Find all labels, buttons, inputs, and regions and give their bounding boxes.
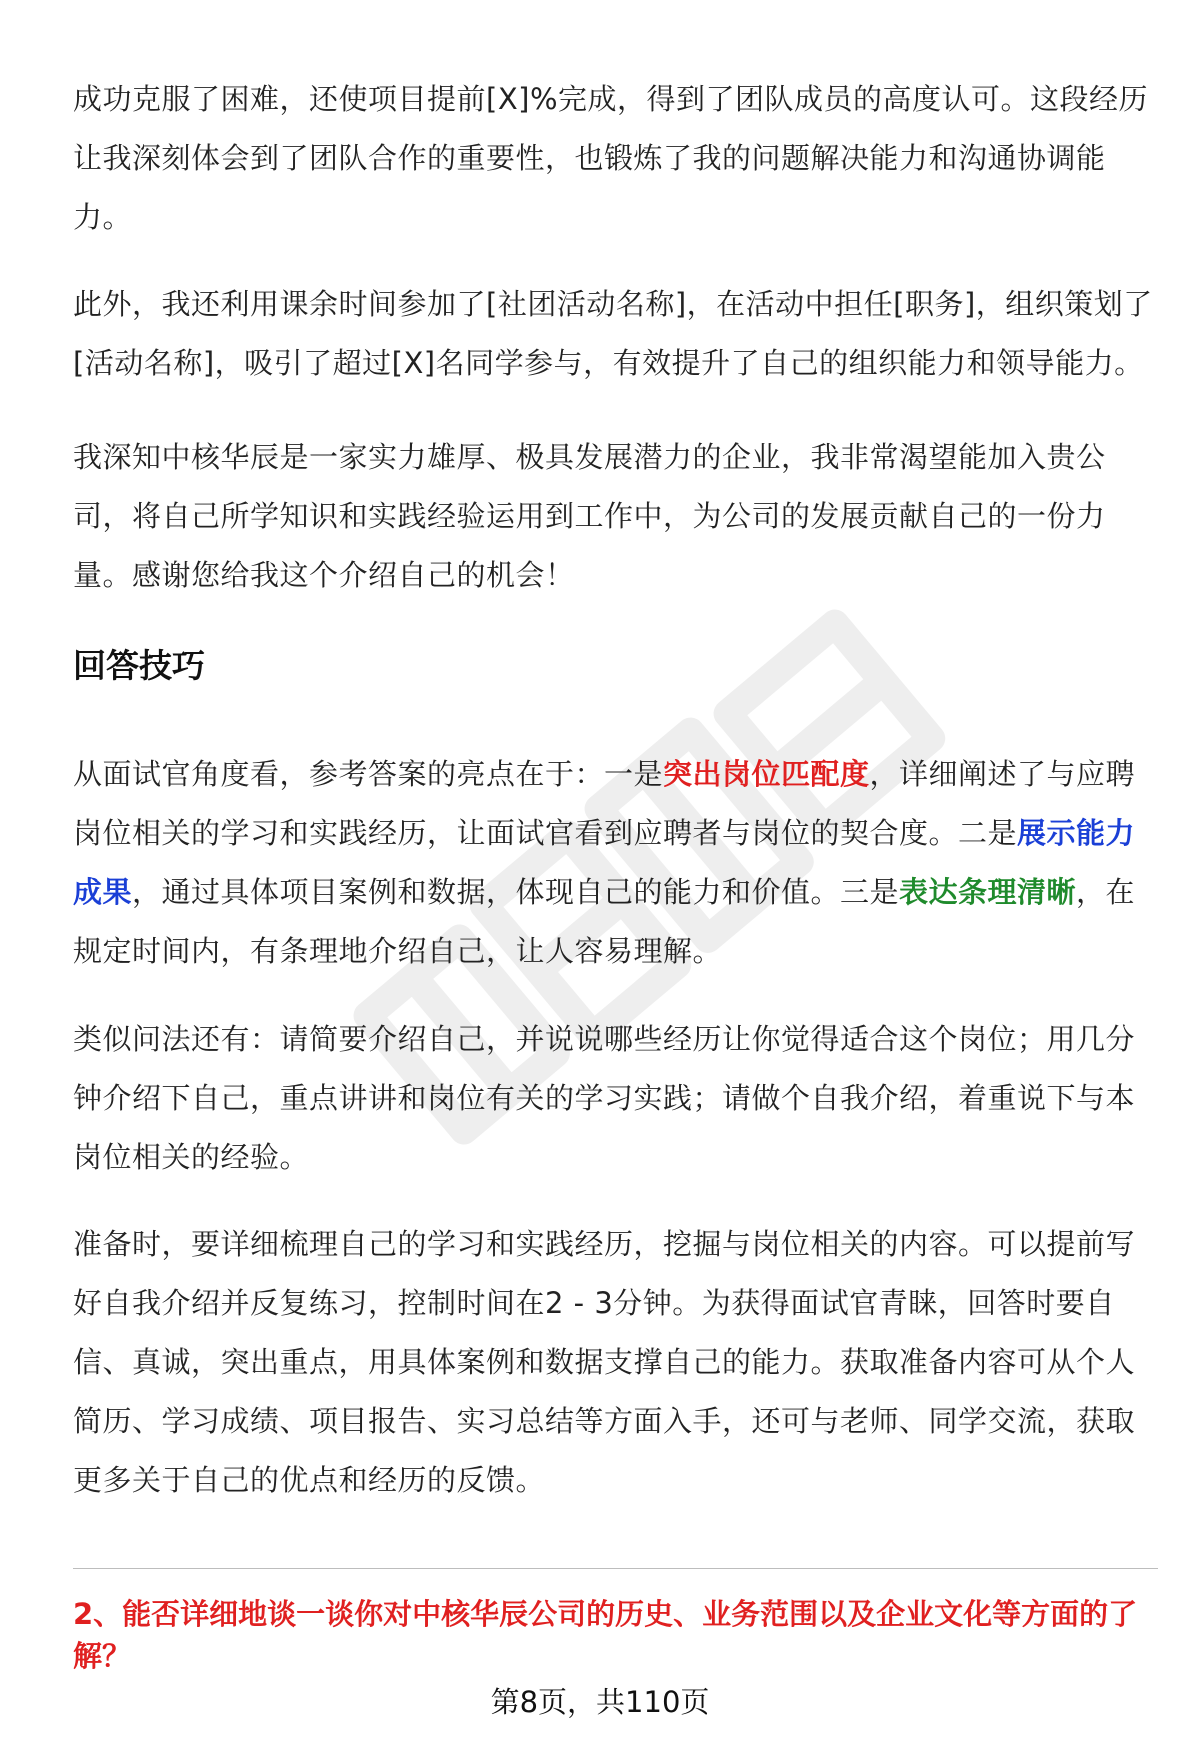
- text-segment: 从面试官角度看，参考答案的亮点在于：一是: [73, 757, 664, 791]
- text-segment: ，通过具体项目案例和数据，体现自己的能力和价值。三是: [132, 875, 900, 909]
- paragraph-club-activity: 此外，我还利用课余时间参加了[社团活动名称]，在活动中担任[职务]，组织策划了[活动名称]，吸引了超过[X]名同学参与，有效提升了自己的组织能力和领导能力。: [73, 287, 1153, 380]
- highlight-job-match: 突出岗位匹配度: [663, 757, 870, 791]
- highlight-show-results: 展示能力成果: [73, 816, 1136, 909]
- next-question-title: 2、能否详细地谈一谈你对中核华辰公司的历史、业务范围以及企业文化等方面的了解？: [73, 1597, 1138, 1673]
- text-segment: ，在规定时间内，有条理地介绍自己，让人容易理解。: [73, 875, 1136, 968]
- paragraph-similar-questions: 类似问法还有：请简要介绍自己，并说说哪些经历让你觉得适合这个岗位；用几分钟介绍下自己，重点讲讲和岗位有关的学习实践；请做个自我介绍，着重说下与本岗位相关的经验。: [73, 1022, 1136, 1174]
- page-number-footer: 第8页，共110页: [490, 1685, 710, 1719]
- paragraph-experience-result: 成功克服了困难，还使项目提前[X]%完成，得到了团队成员的高度认可。这段经历让我深刻体会到了团队合作的重要性，也锻炼了我的问题解决能力和沟通协调能力。: [73, 82, 1149, 234]
- section-heading-answer-tips: 回答技巧: [73, 646, 205, 685]
- highlight-clear-expression: 表达条理清晰: [899, 875, 1077, 909]
- paragraph-closing: 我深知中核华辰是一家实力雄厚、极具发展潜力的企业，我非常渴望能加入贵公司，将自己所学知识和实践经验运用到工作中，为公司的发展贡献自己的一份力量。感谢您给我这个介绍自己的机会！: [73, 440, 1106, 592]
- paragraph-preparation: 准备时，要详细梳理自己的学习和实践经历，挖掘与岗位相关的内容。可以提前写好自我介绍并反复练习，控制时间在2 - 3分钟。为获得面试官青睐，回答时要自信、真诚，突出重点，用具体案例和数据支撑自己的能力。获取准备内容可从个人简历、学习成绩、项目报告、实习总结等方面入手，还可与老师、同学交流，获取更多关于自己的优点和经历的反馈。: [73, 1227, 1136, 1497]
- text-segment: ，详细阐述了与应聘岗位相关的学习和实践经历，让面试官看到应聘者与岗位的契合度。二是: [73, 757, 1136, 850]
- paragraph-interviewer-perspective: [73, 745, 1158, 981]
- section-divider: [73, 1568, 1158, 1569]
